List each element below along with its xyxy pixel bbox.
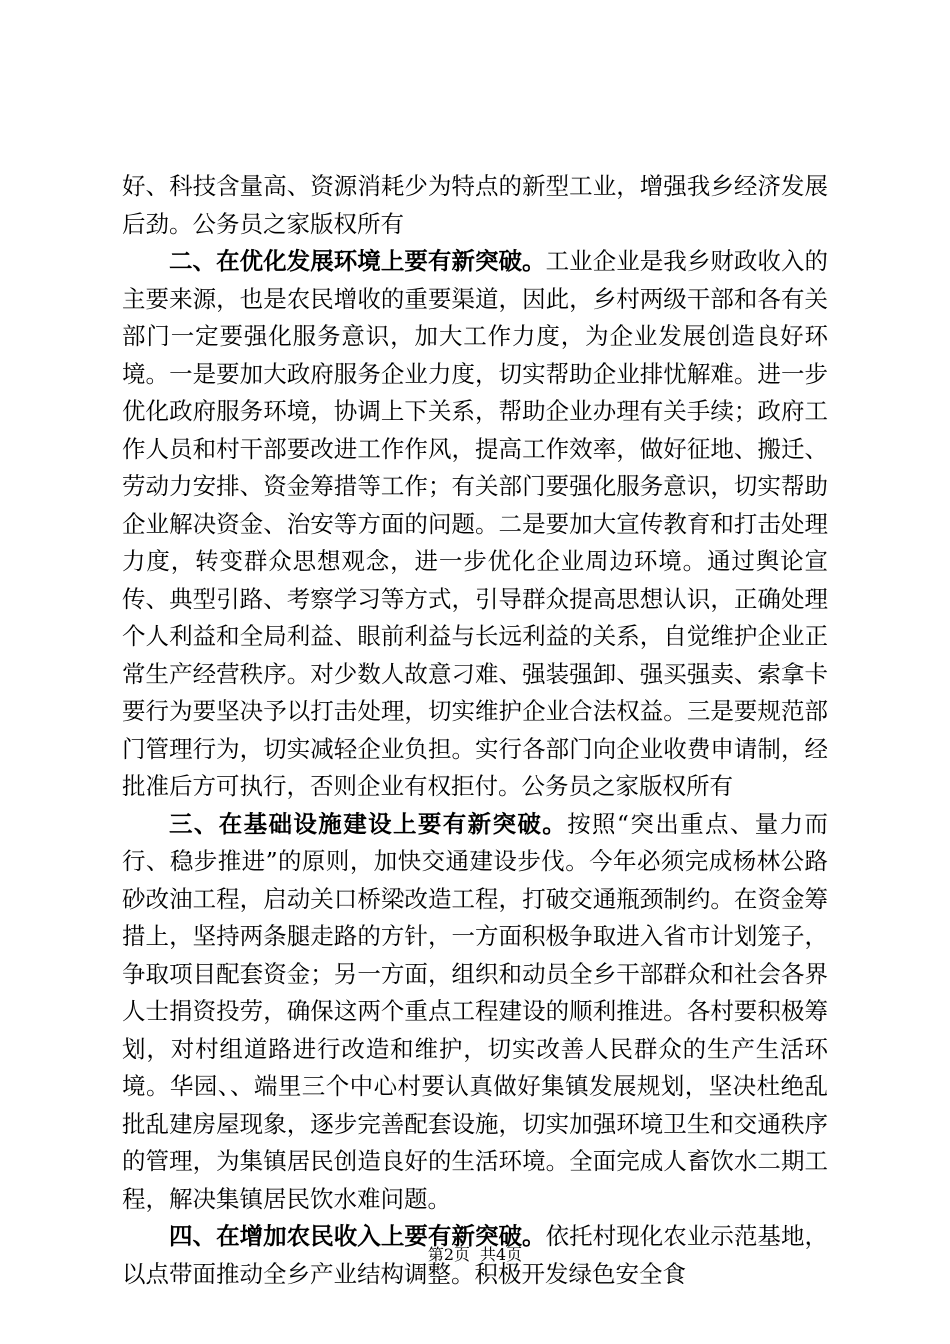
paragraph-section-2 [122, 243, 828, 806]
total-pages: 共4页 [480, 1245, 523, 1264]
paragraph-text: 工业企业是我乡财政收入的主要来源，也是农民增收的重要渠道，因此，乡村两级干部和各有关部门一定要强化服务意识，加大工作力度，为企业发展创造良好环境。一是要加大政府服务企业力度，切实帮助企业排忧解难。进一步优化政府服务环境，协调上下关系，帮助企业办理有关手续；政府工作人员和村干部要改进工作作风，提高工作效率，做好征地、搬迁、劳动力安排、资金筹措等工作；有关部门要强化服务意识，切实帮助企业解决资金、治安等方面的问题。二是要加大宣传教育和打击处理力度，转变群众思想观念，进一步优化企业周边环境。通过舆论宣传、典型引路、考察学习等方式，引导群众提高思想认识，正确处理个人利益和全局利益、眼前利益与长远利益的关系，自觉维护企业正常生产经营秩序。对少数人故意刁难、强装强卸、强买强卖、索拿卡要行为要坚决予以打击处理，切实维护企业合法权益。三是要规范部门管理行为，切实减轻企业负担。实行各部门向企业收费申请制，经批准后方可执行，否则企业有权拒付。公务员之家版权所有 [122, 247, 829, 800]
section-heading: 二、在优化发展环境上要有新突破。 [169, 247, 546, 275]
page-footer [0, 1244, 950, 1266]
paragraph-continuation [122, 168, 828, 243]
paragraph-text: 好、科技含量高、资源消耗少为特点的新型工业，增强我乡经济发展后劲。公务员之家版权所有 [122, 172, 828, 238]
section-heading: 三、在基础设施建设上要有新突破。 [169, 809, 568, 838]
paragraph-text: 依托村现化农业示范基地，以点带面推动全乡产业结构调整。积极开发绿色安全食 [122, 1222, 829, 1288]
paragraph-section-3 [122, 806, 828, 1219]
paragraph-text: 按照“突出重点、量力而行、稳步推进”的原则，加快交通建设步伐。今年必须完成杨林公路砂改油工程，启动关口桥梁改造工程，打破交通瓶颈制约。在资金筹措上，坚持两条腿走路的方针，一方面积极争取进入省市计划笼子，争取项目配套资金；另一方面，组织和动员全乡干部群众和社会各界人士捐资投劳，确保这两个重点工程建设的顺利推进。各村要积极筹划，对村组道路进行改造和维护，切实改善人民群众的生产生活环境。华园、、端里三个中心村要认真做好集镇发展规划，坚决杜绝乱批乱建房屋现象，逐步完善配套设施，切实加强环境卫生和交通秩序的管理，为集镇居民创造良好的生活环境。全面完成人畜饮水二期工程，解决集镇居民饮水难问题。 [122, 809, 829, 1213]
document-body [122, 168, 828, 1293]
section-heading: 四、在增加农民收入上要有新突破。 [169, 1222, 546, 1250]
page-number: 第2页 [427, 1245, 470, 1264]
